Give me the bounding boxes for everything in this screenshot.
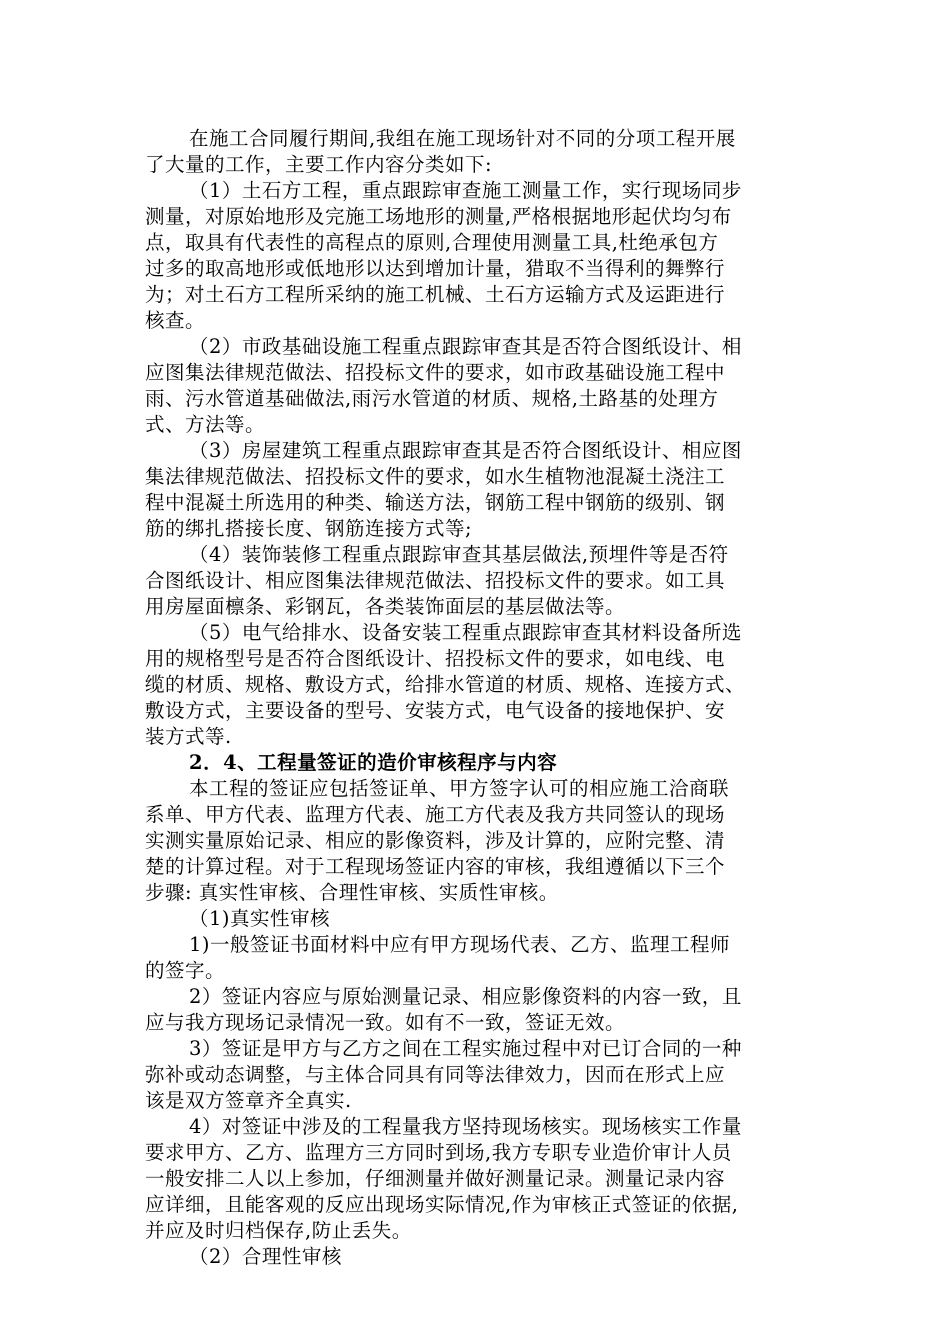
text-line: 3）签证是甲方与乙方之间在工程实施过程中对已订合同的一种 <box>189 1037 742 1060</box>
text-line: 本工程的签证应包括签证单、甲方签字认可的相应施工洽商联 <box>189 777 730 800</box>
text-line: 装方式等. <box>145 725 232 748</box>
text-line: （4）装饰装修工程重点跟踪审查其基层做法,预埋件等是否符 <box>189 543 729 566</box>
text-line: 1)一般签证书面材料中应有甲方现场代表、乙方、监理工程师 <box>189 933 731 956</box>
text-line: 集法律规范做法、招投标文件的要求，如水生植物池混凝土浇注工 <box>145 465 726 488</box>
text-line: 用的规格型号是否符合图纸设计、招投标文件的要求，如电线、电 <box>145 647 726 670</box>
text-line: 并应及时归档保存,防止丢失。 <box>145 1219 412 1242</box>
text-line: 测量，对原始地形及完施工场地形的测量,严格根据地形起伏均匀布 <box>145 205 732 228</box>
text-line: 过多的取高地形或低地形以达到增加计量，猎取不当得利的舞弊行 <box>145 257 726 280</box>
text-line: （1）土石方工程，重点跟踪审查施工测量工作，实行现场同步 <box>189 179 742 202</box>
text-line: （5）电气给排水、设备安装工程重点跟踪审查其材料设备所选 <box>189 621 742 644</box>
text-line: 雨、污水管道基础做法,雨污水管道的材质、规格,土路基的处理方 <box>145 387 719 410</box>
text-line: 应详细，且能客观的反应出现场实际情况,作为审核正式签证的依据, <box>145 1193 739 1216</box>
text-line: 要求甲方、乙方、监理方三方同时到场,我方专职专业造价审计人员 <box>145 1141 732 1164</box>
text-line: 合图纸设计、相应图集法律规范做法、招投标文件的要求。如工具 <box>145 569 726 592</box>
text-line: 的签字。 <box>145 959 226 982</box>
text-line: 筋的绑扎搭接长度、钢筋连接方式等; <box>145 517 473 540</box>
text-line: 2）签证内容应与原始测量记录、相应影像资料的内容一致，且 <box>189 985 742 1008</box>
section-heading: 2．4、工程量签证的造价审核程序与内容 <box>189 751 558 774</box>
text-line: （3）房屋建筑工程重点跟踪审查其是否符合图纸设计、相应图 <box>189 439 742 462</box>
text-line: （1)真实性审核 <box>189 907 331 930</box>
text-line: 核查。 <box>145 309 206 332</box>
text-line: 一般安排二人以上参加，仔细测量并做好测量记录。测量记录内容 <box>145 1167 726 1190</box>
text-line: （2）市政基础设施工程重点跟踪审查其是否符合图纸设计、相 <box>189 335 742 358</box>
text-line: 程中混凝土所选用的种类、输送方法，钢筋工程中钢筋的级别、钢 <box>145 491 726 514</box>
text-line: 敷设方式，主要设备的型号、安装方式，电气设备的接地保护、安 <box>145 699 726 722</box>
text-line: 弥补或动态调整，与主体合同具有同等法律效力，因而在形式上应 <box>145 1063 726 1086</box>
text-line: 在施工合同履行期间,我组在施工现场针对不同的分项工程开展 <box>189 127 736 150</box>
text-line: 式、方法等。 <box>145 413 266 436</box>
text-line: 楚的计算过程。对于工程现场签证内容的审核，我组遵循以下三个 <box>145 855 726 878</box>
text-line: 点，取具有代表性的高程点的原则,合理使用测量工具,杜绝承包方 <box>145 231 719 254</box>
text-line: 该是双方签章齐全真实. <box>145 1089 352 1112</box>
text-line: 实测实量原始记录、相应的影像资料，涉及计算的，应附完整、清 <box>145 829 726 852</box>
text-line: 系单、甲方代表、监理方代表、施工方代表及我方共同签认的现场 <box>145 803 726 826</box>
text-line: 4）对签证中涉及的工程量我方坚持现场核实。现场核实工作量 <box>189 1115 742 1138</box>
text-line: 用房屋面檩条、彩钢瓦，各类装饰面层的基层做法等。 <box>145 595 626 618</box>
text-line: 缆的材质、规格、敷设方式，给排水管道的材质、规格、连接方式、 <box>145 673 746 696</box>
text-line: 应图集法律规范做法、招投标文件的要求，如市政基础设施工程中 <box>145 361 726 384</box>
document-body <box>145 126 825 1270</box>
text-line: 步骤: 真实性审核、合理性审核、实质性审核。 <box>145 881 559 904</box>
text-line: 应与我方现场记录情况一致。如有不一致，签证无效。 <box>145 1011 626 1034</box>
text-line: 了大量的工作，主要工作内容分类如下: <box>145 153 493 176</box>
text-line: 为；对土石方工程所采纳的施工机械、土石方运输方式及运距进行 <box>145 283 726 306</box>
text-line: （2）合理性审核 <box>189 1245 342 1268</box>
